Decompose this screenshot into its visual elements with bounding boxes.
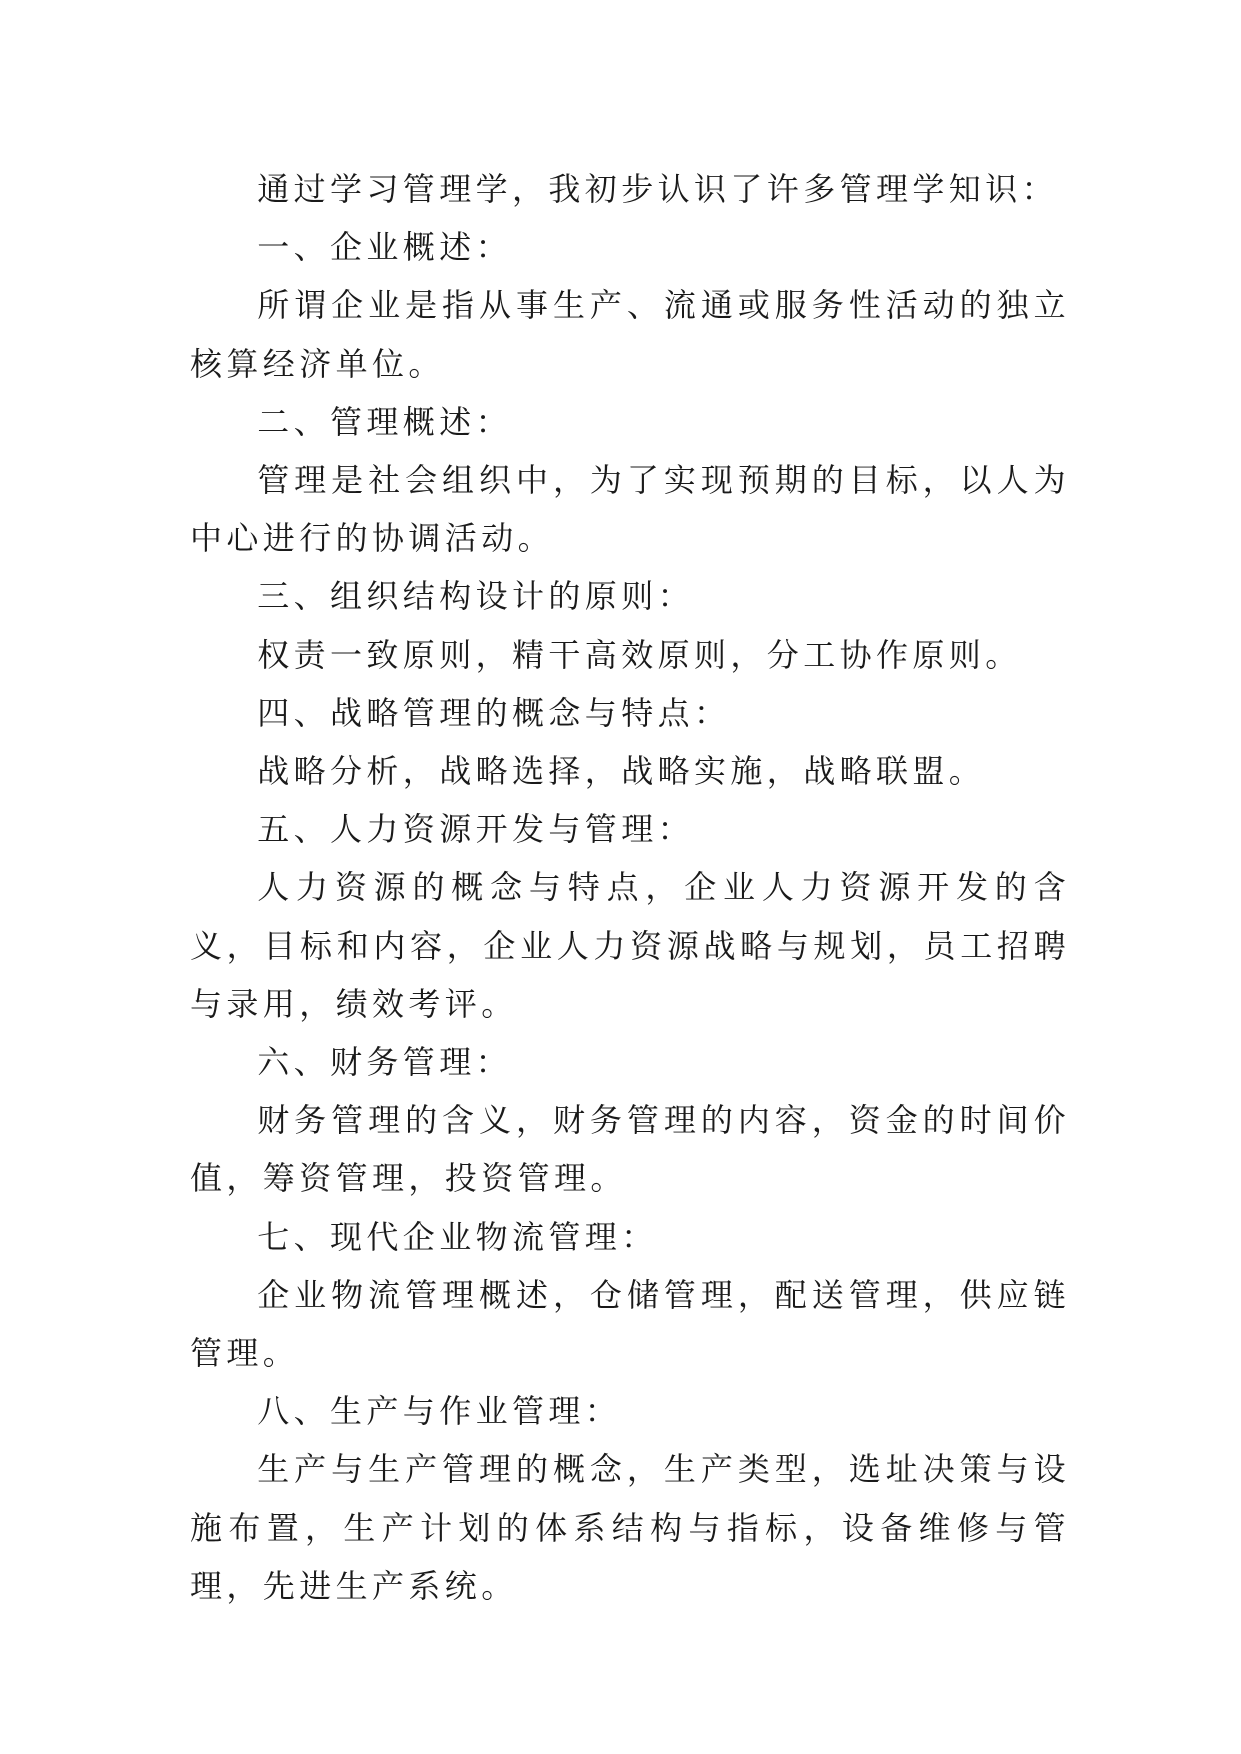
- section-body-3: 权责一致原则，精干高效原则，分工协作原则。: [257, 635, 1022, 674]
- section-body-2: 管理是社会组织中，为了实现预期的目标，以人为中心进行的协调活动。: [190, 461, 1070, 558]
- section-heading-8: 八、生产与作业管理：: [257, 1392, 622, 1431]
- section-heading-1: 一、企业概述：: [257, 228, 512, 267]
- section-body-6: 财务管理的含义，财务管理的内容，资金的时间价值，筹资管理，投资管理。: [190, 1101, 1070, 1198]
- section-heading-4: 四、战略管理的概念与特点：: [257, 693, 731, 732]
- document-body: [190, 160, 1070, 1615]
- section-heading-6: 六、财务管理：: [257, 1043, 512, 1082]
- section-heading-3: 三、组织结构设计的原则：: [257, 577, 694, 616]
- section-body-5: 人力资源的概念与特点，企业人力资源开发的含义，目标和内容，企业人力资源战略与规划，员工招聘与录用，绩效考评。: [190, 868, 1070, 1023]
- intro-paragraph: 通过学习管理学，我初步认识了许多管理学知识：: [257, 170, 1058, 208]
- section-heading-7: 七、现代企业物流管理：: [257, 1217, 658, 1256]
- section-body-8: 生产与生产管理的概念，生产类型，选址决策与设施布置，生产计划的体系结构与指标，设备维修与管理，先进生产系统。: [190, 1450, 1070, 1605]
- section-heading-5: 五、人力资源开发与管理：: [257, 810, 694, 849]
- section-heading-2: 二、管理概述：: [257, 402, 512, 441]
- section-body-4: 战略分析，战略选择，战略实施，战略联盟。: [257, 752, 986, 791]
- section-body-1: 所谓企业是指从事生产、流通或服务性活动的独立核算经济单位。: [190, 286, 1070, 383]
- section-body-7: 企业物流管理概述，仓储管理，配送管理，供应链管理。: [190, 1275, 1070, 1373]
